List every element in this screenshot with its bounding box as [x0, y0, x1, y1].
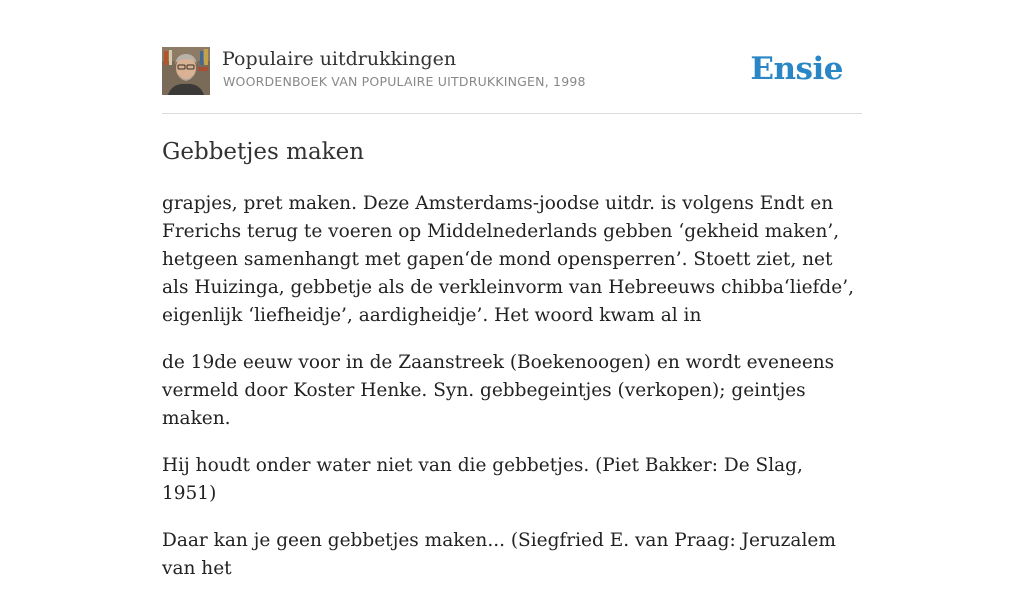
entry-quote: Daar kan je geen gebbetjes maken... (Siegfried E. van Praag: Jeruzalem van het	[162, 530, 836, 579]
entry-card	[162, 46, 862, 579]
entry-paragraph: de 19de eeuw voor in de Zaanstreek (Boekenoogen) en wordt eveneens vermeld door Koster Henke. Syn. gebbegeintjes (verkopen); geintjes maken.	[162, 352, 835, 429]
entry-quote: Hij houdt onder water niet van die gebbetjes. (Piet Bakker: De Slag, 1951)	[162, 455, 803, 504]
source-header	[162, 46, 862, 114]
source-dictionary-name: WOORDENBOEK VAN POPULAIRE UITDRUKKINGEN	[223, 74, 545, 89]
entry-body	[162, 190, 862, 602]
entry-paragraph: grapjes, pret maken. Deze Amsterdams-joodse uitdr. is volgens Endt en Frerichs terug te voeren op Middelnederlands gebben ‘gekheid maken’, hetgeen samenhangt met gapen‘de mond opensperren’. Stoett ziet, net als Huizinga, gebbetje als de verkleinvorm van Hebreeuws chibba‘liefde’, eigenlijk ‘liefheidje’, aardigheidje’. Het woord kwam al in	[162, 193, 854, 326]
source-subtitle	[223, 74, 586, 90]
avatar[interactable]	[162, 47, 210, 95]
source-year: , 1998	[544, 74, 586, 89]
author-portrait-icon	[162, 47, 210, 95]
source-title[interactable]: Populaire uitdrukkingen	[222, 48, 457, 70]
entry-title: Gebbetjes maken	[162, 139, 365, 165]
ensie-logo[interactable]: Ensie	[750, 51, 843, 87]
